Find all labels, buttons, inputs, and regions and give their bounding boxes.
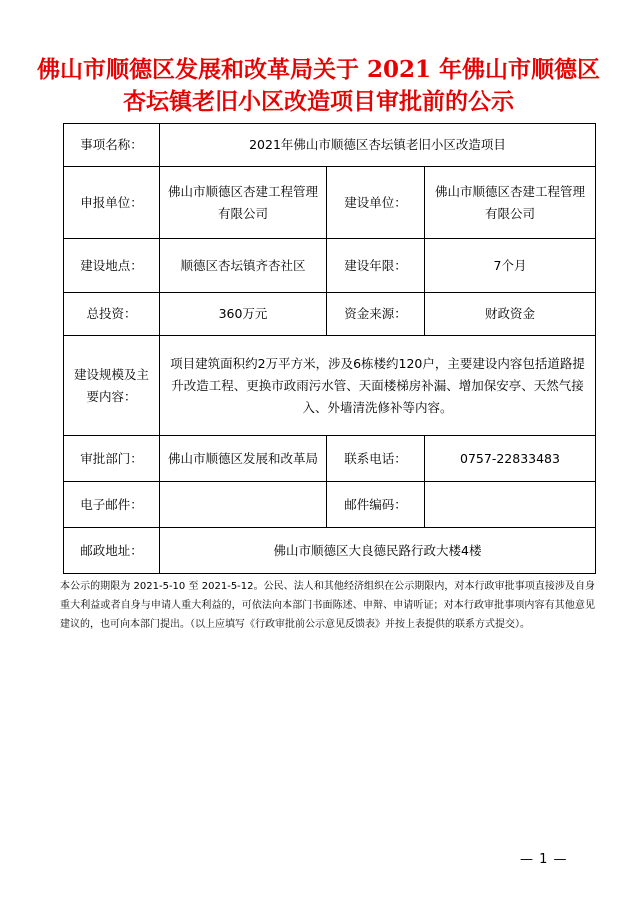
fund-label: 资金来源： [327, 293, 425, 336]
dept-value: 佛山市顺德区发展和改革局 [160, 436, 327, 482]
row-item-name [64, 124, 596, 167]
item-name-value: 2021年佛山市顺德区杏坛镇老旧小区改造项目 [160, 124, 596, 167]
address-value: 佛山市顺德区大良德民路行政大楼4楼 [160, 528, 596, 574]
row-applicant [64, 167, 596, 239]
scale-label: 建设规模及主要内容： [64, 336, 160, 436]
period-value: 7个月 [425, 239, 596, 293]
applicant-label: 申报单位： [64, 167, 160, 239]
row-dept [64, 436, 596, 482]
notice-text: 本公示的期限为 2021-5-10 至 2021-5-12。公民、法人和其他经济组织在公示期限内，对本行政审批事项直接涉及自身重大利益或者自身与申请人重大利益的，可依法向本部门书面陈述、申辩、申请听证；对本行政审批事项内容有其他意见建议的，也可向本部门提出。（以上应填写《行政审批前公示意见反馈表》并按上表提供的联系方式提交）。 [60, 581, 595, 630]
page-title: 佛山市顺德区发展和改革局关于 2021 年佛山市顺德区杏坛镇老旧小区改造项目审批前的公示 [36, 56, 601, 115]
postcode-label: 邮件编码： [327, 482, 425, 528]
investment-value: 360万元 [160, 293, 327, 336]
phone-value: 0757-22833483 [425, 436, 596, 482]
location-value: 顺德区杏坛镇齐杏社区 [160, 239, 327, 293]
row-email [64, 482, 596, 528]
builder-label: 建设单位： [327, 167, 425, 239]
row-address [64, 528, 596, 574]
row-investment [64, 293, 596, 336]
builder-value: 佛山市顺德区杏建工程管理有限公司 [425, 167, 596, 239]
item-name-label: 事项名称： [64, 124, 160, 167]
investment-label: 总投资： [64, 293, 160, 336]
page-number: — 1 — [520, 852, 568, 867]
postcode-value [425, 482, 596, 528]
row-location [64, 239, 596, 293]
address-label: 邮政地址： [64, 528, 160, 574]
period-label: 建设年限： [327, 239, 425, 293]
row-scale [64, 336, 596, 436]
scale-value: 项目建筑面积约2万平方米，涉及6栋楼约120户，主要建设内容包括道路提升改造工程、更换市政雨污水管、天面楼梯房补漏、增加保安亭、天然气接入、外墙清洗修补等内容。 [160, 336, 596, 436]
phone-label: 联系电话： [327, 436, 425, 482]
fund-value: 财政资金 [425, 293, 596, 336]
applicant-value: 佛山市顺德区杏建工程管理有限公司 [160, 167, 327, 239]
email-label: 电子邮件： [64, 482, 160, 528]
email-value [160, 482, 327, 528]
approval-form-table [63, 123, 596, 574]
location-label: 建设地点： [64, 239, 160, 293]
dept-label: 审批部门： [64, 436, 160, 482]
